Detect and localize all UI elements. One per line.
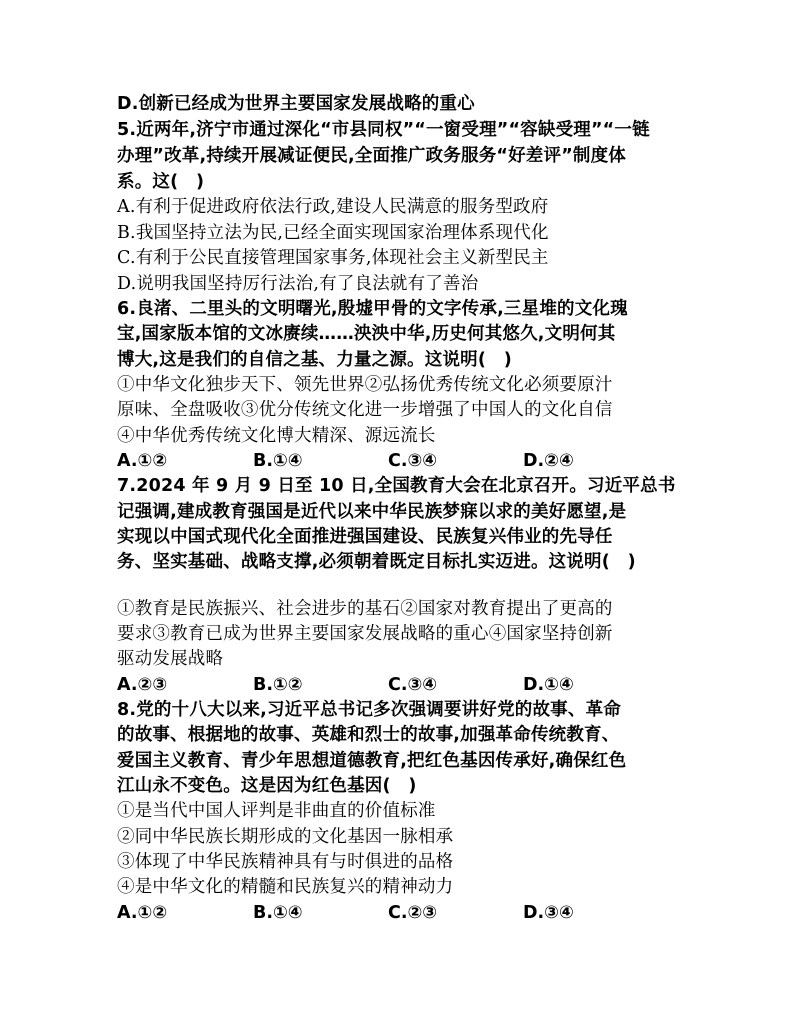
- q6-stem-line-3: 博大,这是我们的自信之基、力量之源。这说明( ): [117, 350, 512, 370]
- q8-choice-a: A.①②: [117, 903, 168, 923]
- q7-stem-line-4: 务、坚实基础、战略支撑,必须朝着既定目标扎实迈进。这说明( ): [117, 552, 636, 572]
- q6-stem-line-2: 宝,国家版本馆的文冰赓续……泱泱中华,历史何其悠久,文明何其: [117, 324, 616, 344]
- q7-statement-line-1: ①教育是民族振兴、社会进步的基石②国家对教育提出了更高的: [117, 599, 613, 619]
- q5-option-c: C.有利于公民直接管理国家事务,体现社会主义新型民主: [117, 248, 549, 268]
- q8-statement-1: ①是当代中国人评判是非曲直的价值标准: [117, 801, 436, 821]
- q5-stem-line-2: 办理”改革,持续开展减证便民,全面推广政务服务“好差评”制度体: [117, 146, 626, 166]
- q6-choice-d: D.②④: [523, 451, 574, 471]
- q8-statement-3: ③体现了中华民族精神具有与时俱进的品格: [117, 852, 454, 872]
- q5-option-a: A.有利于促进政府依法行政,建设人民满意的服务型政府: [117, 197, 549, 217]
- q7-statement-line-2: 要求③教育已成为世界主要国家发展战略的重心④国家坚持创新: [117, 624, 613, 644]
- q6-statement-line-3: ④中华优秀传统文化博大精深、源远流长: [117, 426, 436, 446]
- q6-statement-line-2: 原味、全盘吸收③优分传统文化进一步增强了中国人的文化自信: [117, 400, 613, 420]
- q5-option-d: D.说明我国坚持厉行法治,有了良法就有了善治: [117, 274, 479, 294]
- q5-stem-line-1: 5.近两年,济宁市通过深化“市县同权”“一窗受理”“容缺受理”“一链: [117, 120, 650, 140]
- q7-stem-line-1: 7.2024 年 9 月 9 日至 10 日,全国教育大会在北京召开。习近平总书: [117, 476, 676, 496]
- q7-stem-line-2: 记强调,建成教育强国是近代以来中华民族梦寐以求的美好愿望,是: [117, 502, 627, 522]
- q6-choice-b: B.①④: [253, 451, 303, 471]
- q8-statement-2: ②同中华民族长期形成的文化基因一脉相承: [117, 827, 454, 847]
- q7-choice-c: C.③④: [388, 675, 438, 695]
- q8-stem-line-4: 江山永不变色。这是因为红色基因( ): [117, 776, 417, 796]
- q6-stem-line-1: 6.良渚、二里头的文明曙光,殷墟甲骨的文字传承,三星堆的文化瑰: [117, 299, 628, 319]
- q5-option-b: B.我国坚持立法为民,已经全面实现国家治理体系现代化: [117, 223, 549, 243]
- q8-statement-4: ④是中华文化的精髓和民族复兴的精神动力: [117, 877, 454, 897]
- q7-choice-a: A.②③: [117, 675, 168, 695]
- q8-stem-line-2: 的故事、根据地的故事、英雄和烈士的故事,加强革命传统教育、: [117, 725, 620, 745]
- q7-statement-line-3: 驱动发展战略: [117, 649, 224, 669]
- q7-stem-line-3: 实现以中国式现代化全面推进强国建设、民族复兴伟业的先导任: [117, 527, 613, 547]
- q6-choice-c: C.③④: [388, 451, 438, 471]
- q7-choice-d: D.①④: [523, 675, 574, 695]
- q8-choice-d: D.③④: [523, 903, 574, 923]
- q6-choice-a: A.①②: [117, 451, 168, 471]
- q8-choice-b: B.①④: [253, 903, 303, 923]
- q8-stem-line-3: 爱国主义教育、青少年思想道德教育,把红色基因传承好,确保红色: [117, 751, 627, 771]
- q7-choice-b: B.①②: [253, 675, 303, 695]
- q4-option-d: D.创新已经成为世界主要国家发展战略的重心: [117, 94, 475, 114]
- q5-stem-line-3: 系。这( ): [117, 172, 205, 192]
- q6-statement-line-1: ①中华文化独步天下、领先世界②弘扬优秀传统文化必须要原汁: [117, 375, 613, 395]
- q8-choice-c: C.②③: [388, 903, 438, 923]
- q8-stem-line-1: 8.党的十八大以来,习近平总书记多次强调要讲好党的故事、革命: [117, 700, 621, 720]
